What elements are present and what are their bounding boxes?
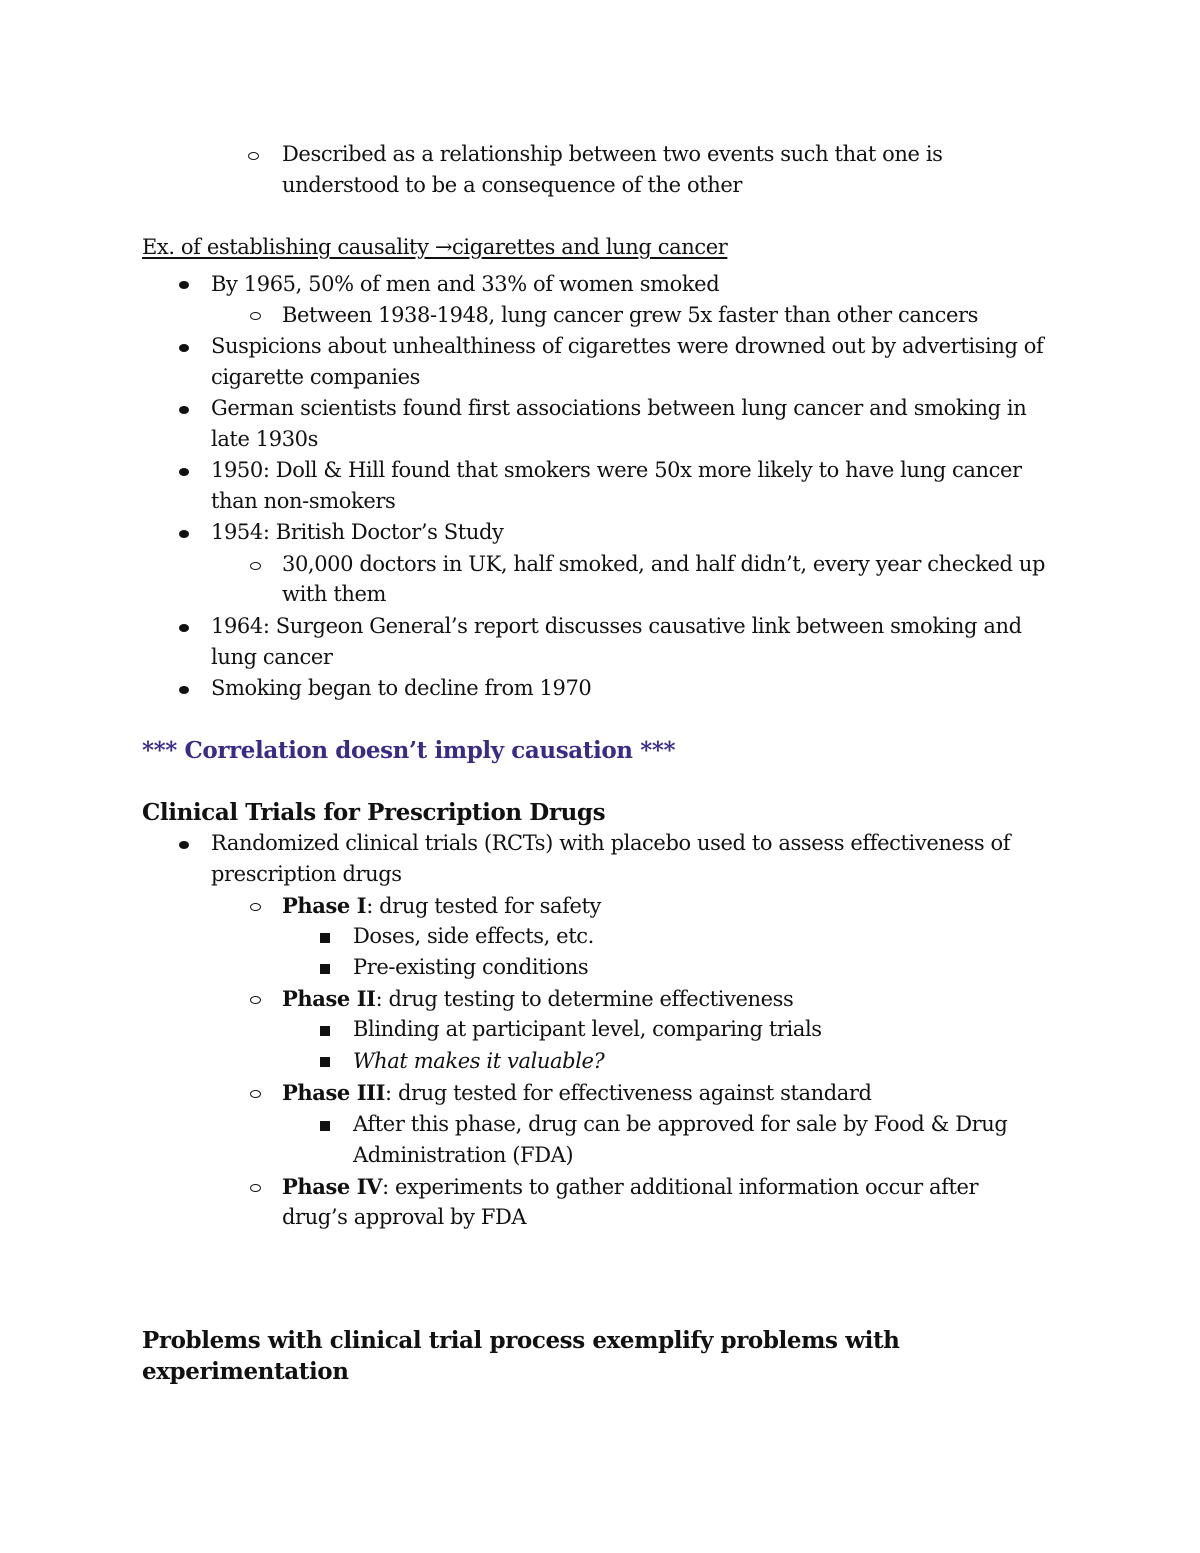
phase-4-line-1	[282, 1171, 978, 1203]
phase-3-label: Phase III	[282, 1080, 386, 1105]
phase-3-text: : drug tested for effectiveness against standard	[385, 1081, 872, 1105]
hollow-bullet-icon	[250, 996, 261, 1004]
causality-bullet-2-line-2: cigarette companies	[211, 365, 421, 389]
intro-line-1: Described as a relationship between two events such that one is	[282, 142, 943, 166]
phase-3-sub-1-line-2: Administration (FDA)	[353, 1143, 574, 1167]
phase-1-text: : drug tested for safety	[366, 894, 602, 918]
bullet-icon	[179, 530, 189, 538]
square-bullet-icon	[320, 1121, 330, 1131]
phase-1-line	[282, 890, 601, 922]
causality-heading: Ex. of establishing causality →cigarettes and lung cancer	[142, 235, 728, 259]
bullet-icon	[179, 686, 189, 694]
causality-bullet-2-line-1: Suspicions about unhealthiness of cigarettes were drowned out by advertising of	[211, 334, 1044, 358]
phase-1-sub-2: Pre-existing conditions	[353, 955, 589, 979]
phase-2-sub-1: Blinding at participant level, comparing trials	[353, 1017, 822, 1041]
phase-4-text: : experiments to gather additional information occur after	[382, 1175, 979, 1199]
causality-bullet-6-line-1: 1964: Surgeon General’s report discusses causative link between smoking and	[211, 614, 1022, 638]
causality-bullet-5: 1954: British Doctor’s Study	[211, 520, 504, 544]
hollow-bullet-icon	[250, 1090, 261, 1098]
intro-line-2: understood to be a consequence of the other	[282, 173, 743, 197]
problems-heading-line-2: experimentation	[142, 1358, 349, 1385]
hollow-bullet-icon	[250, 1184, 261, 1192]
causality-bullet-4-line-1: 1950: Doll & Hill found that smokers were 50x more likely to have lung cancer	[211, 458, 1022, 482]
causality-bullet-4-line-2: than non-smokers	[211, 489, 396, 513]
hollow-bullet-icon	[250, 903, 261, 911]
causality-bullet-1-sub: Between 1938-1948, lung cancer grew 5x faster than other cancers	[282, 303, 978, 327]
hollow-bullet-icon	[250, 312, 261, 320]
bullet-icon	[179, 468, 189, 476]
phase-1-sub-1: Doses, side effects, etc.	[353, 924, 594, 948]
phase-3-line	[282, 1077, 872, 1109]
phase-2-line	[282, 983, 793, 1015]
causality-bullet-5-sub-line-1: 30,000 doctors in UK, half smoked, and half didn’t, every year checked up	[282, 552, 1046, 576]
trials-bullet-1-line-1: Randomized clinical trials (RCTs) with placebo used to assess effectiveness of	[211, 831, 1011, 855]
square-bullet-icon	[320, 1057, 330, 1067]
causality-bullet-5-sub-line-2: with them	[282, 582, 387, 606]
phase-2-text: : drug testing to determine effectiveness	[375, 987, 794, 1011]
bullet-icon	[179, 624, 189, 632]
phase-2-label: Phase II	[282, 986, 376, 1011]
causality-bullet-3-line-1: German scientists found first associations between lung cancer and smoking in	[211, 396, 1027, 420]
bullet-icon	[179, 841, 189, 849]
correlation-callout: *** Correlation doesn’t imply causation ***	[142, 737, 676, 764]
square-bullet-icon	[320, 933, 330, 943]
bullet-icon	[179, 344, 189, 352]
bullet-icon	[179, 406, 189, 414]
causality-bullet-7: Smoking began to decline from 1970	[211, 676, 592, 700]
phase-4-label: Phase IV	[282, 1174, 383, 1199]
trials-bullet-1-line-2: prescription drugs	[211, 862, 402, 886]
trials-heading: Clinical Trials for Prescription Drugs	[142, 799, 606, 826]
causality-bullet-6-line-2: lung cancer	[211, 645, 333, 669]
causality-bullet-1: By 1965, 50% of men and 33% of women smoked	[211, 272, 720, 296]
phase-1-label: Phase I	[282, 893, 367, 918]
hollow-bullet-icon	[248, 152, 259, 160]
phase-2-sub-2: What makes it valuable?	[353, 1049, 605, 1073]
phase-4-line-2: drug’s approval by FDA	[282, 1205, 527, 1229]
bullet-icon	[179, 281, 189, 289]
problems-heading-line-1: Problems with clinical trial process exemplify problems with	[142, 1327, 900, 1354]
phase-3-sub-1-line-1: After this phase, drug can be approved for sale by Food & Drug	[353, 1112, 1008, 1136]
square-bullet-icon	[320, 964, 330, 974]
square-bullet-icon	[320, 1026, 330, 1036]
causality-bullet-3-line-2: late 1930s	[211, 427, 318, 451]
hollow-bullet-icon	[250, 562, 261, 570]
